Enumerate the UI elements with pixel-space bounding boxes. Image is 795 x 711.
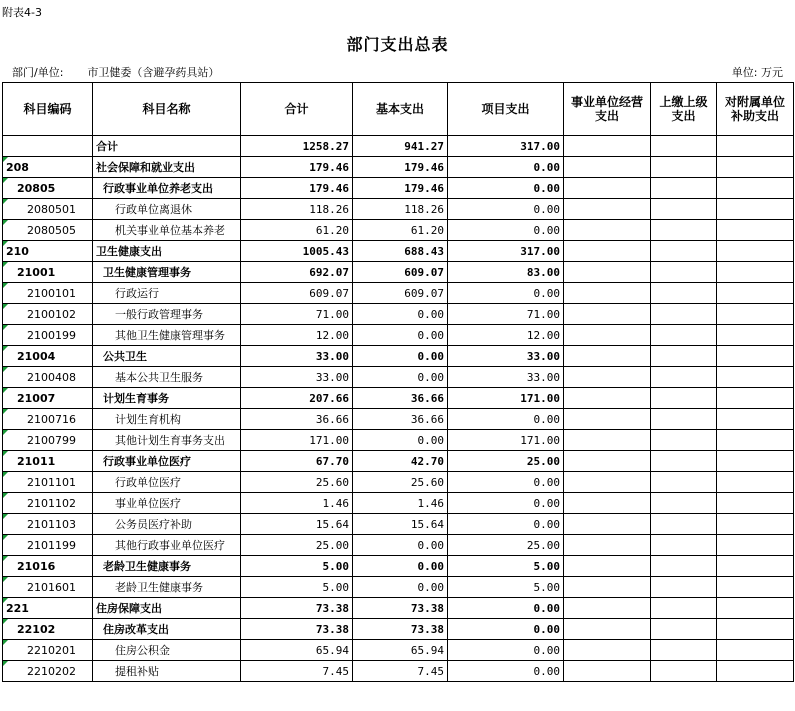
upper-cell (651, 262, 717, 283)
basic-cell: 65.94 (353, 640, 448, 661)
name-cell: 卫生健康支出 (93, 241, 241, 262)
table-row (3, 388, 794, 409)
total-cell: 179.46 (241, 178, 353, 199)
business-cell (564, 178, 651, 199)
code-cell: 22102 (3, 619, 93, 640)
expenditure-table (2, 82, 794, 682)
upper-cell (651, 451, 717, 472)
upper-cell (651, 640, 717, 661)
subsidy-cell (717, 598, 794, 619)
code-cell: 2080501 (3, 199, 93, 220)
table-row (3, 262, 794, 283)
name-cell: 事业单位医疗 (93, 493, 241, 514)
project-cell: 0.00 (448, 178, 564, 199)
header-row (3, 83, 794, 136)
upper-cell (651, 199, 717, 220)
basic-cell: 15.64 (353, 514, 448, 535)
project-cell: 0.00 (448, 619, 564, 640)
subsidy-cell (717, 304, 794, 325)
total-cell: 65.94 (241, 640, 353, 661)
basic-cell: 0.00 (353, 367, 448, 388)
name-cell: 行政运行 (93, 283, 241, 304)
table-row (3, 409, 794, 430)
subsidy-cell (717, 451, 794, 472)
project-cell: 0.00 (448, 514, 564, 535)
business-cell (564, 199, 651, 220)
header-basic: 基本支出 (353, 83, 448, 136)
business-cell (564, 556, 651, 577)
code-cell: 2100408 (3, 367, 93, 388)
business-cell (564, 577, 651, 598)
upper-cell (651, 283, 717, 304)
upper-cell (651, 157, 717, 178)
subsidy-cell (717, 199, 794, 220)
project-cell: 0.00 (448, 598, 564, 619)
code-cell: 2100716 (3, 409, 93, 430)
project-cell: 25.00 (448, 535, 564, 556)
business-cell (564, 451, 651, 472)
unit-label: 单位: 万元 (731, 66, 783, 79)
project-cell: 171.00 (448, 430, 564, 451)
subsidy-cell (717, 409, 794, 430)
name-cell: 住房保障支出 (93, 598, 241, 619)
name-cell: 行政单位离退休 (93, 199, 241, 220)
annex-label: 附表4-3 (2, 6, 42, 19)
code-cell: 2210201 (3, 640, 93, 661)
table-row (3, 556, 794, 577)
basic-cell: 61.20 (353, 220, 448, 241)
business-cell (564, 325, 651, 346)
project-cell: 0.00 (448, 661, 564, 682)
name-cell: 卫生健康管理事务 (93, 262, 241, 283)
upper-cell (651, 577, 717, 598)
basic-cell: 73.38 (353, 598, 448, 619)
project-cell: 33.00 (448, 346, 564, 367)
basic-cell: 118.26 (353, 199, 448, 220)
total-cell: 36.66 (241, 409, 353, 430)
table-row (3, 178, 794, 199)
subsidy-cell (717, 472, 794, 493)
department-label: 部门/单位: (12, 66, 64, 79)
table-row (3, 577, 794, 598)
upper-cell (651, 325, 717, 346)
basic-cell: 609.07 (353, 283, 448, 304)
total-cell: 5.00 (241, 577, 353, 598)
total-cell: 61.20 (241, 220, 353, 241)
total-cell: 7.45 (241, 661, 353, 682)
subsidy-cell (717, 262, 794, 283)
subsidy-cell (717, 556, 794, 577)
code-cell: 21004 (3, 346, 93, 367)
table-row (3, 514, 794, 535)
business-cell (564, 640, 651, 661)
upper-cell (651, 535, 717, 556)
project-cell: 0.00 (448, 157, 564, 178)
header-subsidy: 对附属单位补助支出 (717, 83, 794, 136)
code-cell: 210 (3, 241, 93, 262)
name-cell: 住房公积金 (93, 640, 241, 661)
subsidy-cell (717, 367, 794, 388)
upper-cell (651, 367, 717, 388)
name-cell: 老龄卫生健康事务 (93, 556, 241, 577)
code-cell: 21007 (3, 388, 93, 409)
business-cell (564, 493, 651, 514)
total-cell: 25.00 (241, 535, 353, 556)
business-cell (564, 262, 651, 283)
project-cell: 12.00 (448, 325, 564, 346)
total-cell: 71.00 (241, 304, 353, 325)
project-cell: 317.00 (448, 136, 564, 157)
table-row (3, 493, 794, 514)
table-row (3, 241, 794, 262)
upper-cell (651, 409, 717, 430)
business-cell (564, 409, 651, 430)
basic-cell: 1.46 (353, 493, 448, 514)
code-cell: 2080505 (3, 220, 93, 241)
total-cell: 118.26 (241, 199, 353, 220)
table-row (3, 661, 794, 682)
table-row (3, 451, 794, 472)
upper-cell (651, 241, 717, 262)
total-cell: 33.00 (241, 367, 353, 388)
basic-cell: 0.00 (353, 535, 448, 556)
business-cell (564, 220, 651, 241)
name-cell: 其他行政事业单位医疗 (93, 535, 241, 556)
code-cell: 208 (3, 157, 93, 178)
basic-cell: 36.66 (353, 409, 448, 430)
table-row (3, 157, 794, 178)
business-cell (564, 619, 651, 640)
subsidy-cell (717, 157, 794, 178)
project-cell: 0.00 (448, 220, 564, 241)
name-cell: 计划生育机构 (93, 409, 241, 430)
header-total: 合计 (241, 83, 353, 136)
name-cell: 老龄卫生健康事务 (93, 577, 241, 598)
total-cell: 1005.43 (241, 241, 353, 262)
total-cell: 692.07 (241, 262, 353, 283)
basic-cell: 0.00 (353, 556, 448, 577)
subsidy-cell (717, 388, 794, 409)
total-cell: 179.46 (241, 157, 353, 178)
business-cell (564, 535, 651, 556)
upper-cell (651, 388, 717, 409)
table-row (3, 283, 794, 304)
subsidy-cell (717, 661, 794, 682)
total-cell: 15.64 (241, 514, 353, 535)
total-cell: 25.60 (241, 472, 353, 493)
name-cell: 行政事业单位医疗 (93, 451, 241, 472)
business-cell (564, 514, 651, 535)
basic-cell: 688.43 (353, 241, 448, 262)
upper-cell (651, 430, 717, 451)
basic-cell: 941.27 (353, 136, 448, 157)
business-cell (564, 283, 651, 304)
subsidy-cell (717, 241, 794, 262)
basic-cell: 7.45 (353, 661, 448, 682)
upper-cell (651, 136, 717, 157)
name-cell: 其他计划生育事务支出 (93, 430, 241, 451)
project-cell: 0.00 (448, 199, 564, 220)
project-cell: 5.00 (448, 556, 564, 577)
business-cell (564, 304, 651, 325)
subsidy-cell (717, 178, 794, 199)
project-cell: 71.00 (448, 304, 564, 325)
subsidy-cell (717, 493, 794, 514)
project-cell: 0.00 (448, 283, 564, 304)
project-cell: 25.00 (448, 451, 564, 472)
code-cell: 21016 (3, 556, 93, 577)
project-cell: 0.00 (448, 493, 564, 514)
total-cell: 1258.27 (241, 136, 353, 157)
basic-cell: 0.00 (353, 430, 448, 451)
code-cell: 2101103 (3, 514, 93, 535)
basic-cell: 42.70 (353, 451, 448, 472)
code-cell: 2100799 (3, 430, 93, 451)
upper-cell (651, 619, 717, 640)
subsidy-cell (717, 220, 794, 241)
name-cell: 行政单位医疗 (93, 472, 241, 493)
business-cell (564, 367, 651, 388)
table-body (3, 136, 794, 682)
header-project: 项目支出 (448, 83, 564, 136)
upper-cell (651, 178, 717, 199)
upper-cell (651, 598, 717, 619)
header-name: 科目名称 (93, 83, 241, 136)
business-cell (564, 388, 651, 409)
upper-cell (651, 493, 717, 514)
basic-cell: 609.07 (353, 262, 448, 283)
name-cell: 计划生育事务 (93, 388, 241, 409)
code-cell (3, 136, 93, 157)
project-cell: 317.00 (448, 241, 564, 262)
basic-cell: 0.00 (353, 304, 448, 325)
project-cell: 0.00 (448, 409, 564, 430)
code-cell: 2100101 (3, 283, 93, 304)
code-cell: 20805 (3, 178, 93, 199)
table-row (3, 367, 794, 388)
code-cell: 2101101 (3, 472, 93, 493)
subsidy-cell (717, 283, 794, 304)
upper-cell (651, 220, 717, 241)
business-cell (564, 430, 651, 451)
code-cell: 21001 (3, 262, 93, 283)
subsidy-cell (717, 640, 794, 661)
table-row (3, 640, 794, 661)
table-row (3, 535, 794, 556)
table-row (3, 430, 794, 451)
business-cell (564, 241, 651, 262)
subsidy-cell (717, 430, 794, 451)
business-cell (564, 157, 651, 178)
code-cell: 221 (3, 598, 93, 619)
basic-cell: 0.00 (353, 577, 448, 598)
total-cell: 33.00 (241, 346, 353, 367)
name-cell: 提租补贴 (93, 661, 241, 682)
code-cell: 21011 (3, 451, 93, 472)
name-cell: 合计 (93, 136, 241, 157)
project-cell: 171.00 (448, 388, 564, 409)
code-cell: 2101601 (3, 577, 93, 598)
name-cell: 基本公共卫生服务 (93, 367, 241, 388)
project-cell: 83.00 (448, 262, 564, 283)
subsidy-cell (717, 325, 794, 346)
table-row (3, 325, 794, 346)
table-row (3, 199, 794, 220)
name-cell: 行政事业单位养老支出 (93, 178, 241, 199)
name-cell: 机关事业单位基本养老 (93, 220, 241, 241)
subsidy-cell (717, 514, 794, 535)
code-cell: 2100102 (3, 304, 93, 325)
subsidy-cell (717, 577, 794, 598)
subsidy-cell (717, 346, 794, 367)
upper-cell (651, 346, 717, 367)
basic-cell: 36.66 (353, 388, 448, 409)
code-cell: 2101102 (3, 493, 93, 514)
department-line (12, 64, 219, 80)
code-cell: 2210202 (3, 661, 93, 682)
table-row (3, 304, 794, 325)
table-row (3, 472, 794, 493)
subsidy-cell (717, 619, 794, 640)
project-cell: 5.00 (448, 577, 564, 598)
name-cell: 一般行政管理事务 (93, 304, 241, 325)
header-code: 科目编码 (3, 83, 93, 136)
total-cell: 73.38 (241, 619, 353, 640)
total-cell: 67.70 (241, 451, 353, 472)
name-cell: 公务员医疗补助 (93, 514, 241, 535)
total-cell: 207.66 (241, 388, 353, 409)
subsidy-cell (717, 535, 794, 556)
business-cell (564, 661, 651, 682)
upper-cell (651, 514, 717, 535)
code-cell: 2101199 (3, 535, 93, 556)
business-cell (564, 136, 651, 157)
total-cell: 5.00 (241, 556, 353, 577)
name-cell: 公共卫生 (93, 346, 241, 367)
project-cell: 0.00 (448, 472, 564, 493)
business-cell (564, 346, 651, 367)
table-row (3, 346, 794, 367)
project-cell: 0.00 (448, 640, 564, 661)
code-cell: 2100199 (3, 325, 93, 346)
project-cell: 33.00 (448, 367, 564, 388)
upper-cell (651, 304, 717, 325)
upper-cell (651, 472, 717, 493)
subsidy-cell (717, 136, 794, 157)
name-cell: 社会保障和就业支出 (93, 157, 241, 178)
upper-cell (651, 556, 717, 577)
business-cell (564, 598, 651, 619)
total-cell: 73.38 (241, 598, 353, 619)
department-value: 市卫健委（含避孕药具站） (87, 66, 220, 79)
basic-cell: 25.60 (353, 472, 448, 493)
business-cell (564, 472, 651, 493)
basic-cell: 0.00 (353, 346, 448, 367)
table-row (3, 598, 794, 619)
name-cell: 其他卫生健康管理事务 (93, 325, 241, 346)
basic-cell: 73.38 (353, 619, 448, 640)
upper-cell (651, 661, 717, 682)
table-row (3, 136, 794, 157)
table-row (3, 619, 794, 640)
table-row (3, 220, 794, 241)
total-cell: 171.00 (241, 430, 353, 451)
basic-cell: 0.00 (353, 325, 448, 346)
page-title: 部门支出总表 (346, 35, 449, 54)
basic-cell: 179.46 (353, 178, 448, 199)
header-upper: 上缴上级支出 (651, 83, 717, 136)
total-cell: 609.07 (241, 283, 353, 304)
header-business: 事业单位经营支出 (564, 83, 651, 136)
total-cell: 1.46 (241, 493, 353, 514)
total-cell: 12.00 (241, 325, 353, 346)
basic-cell: 179.46 (353, 157, 448, 178)
name-cell: 住房改革支出 (93, 619, 241, 640)
